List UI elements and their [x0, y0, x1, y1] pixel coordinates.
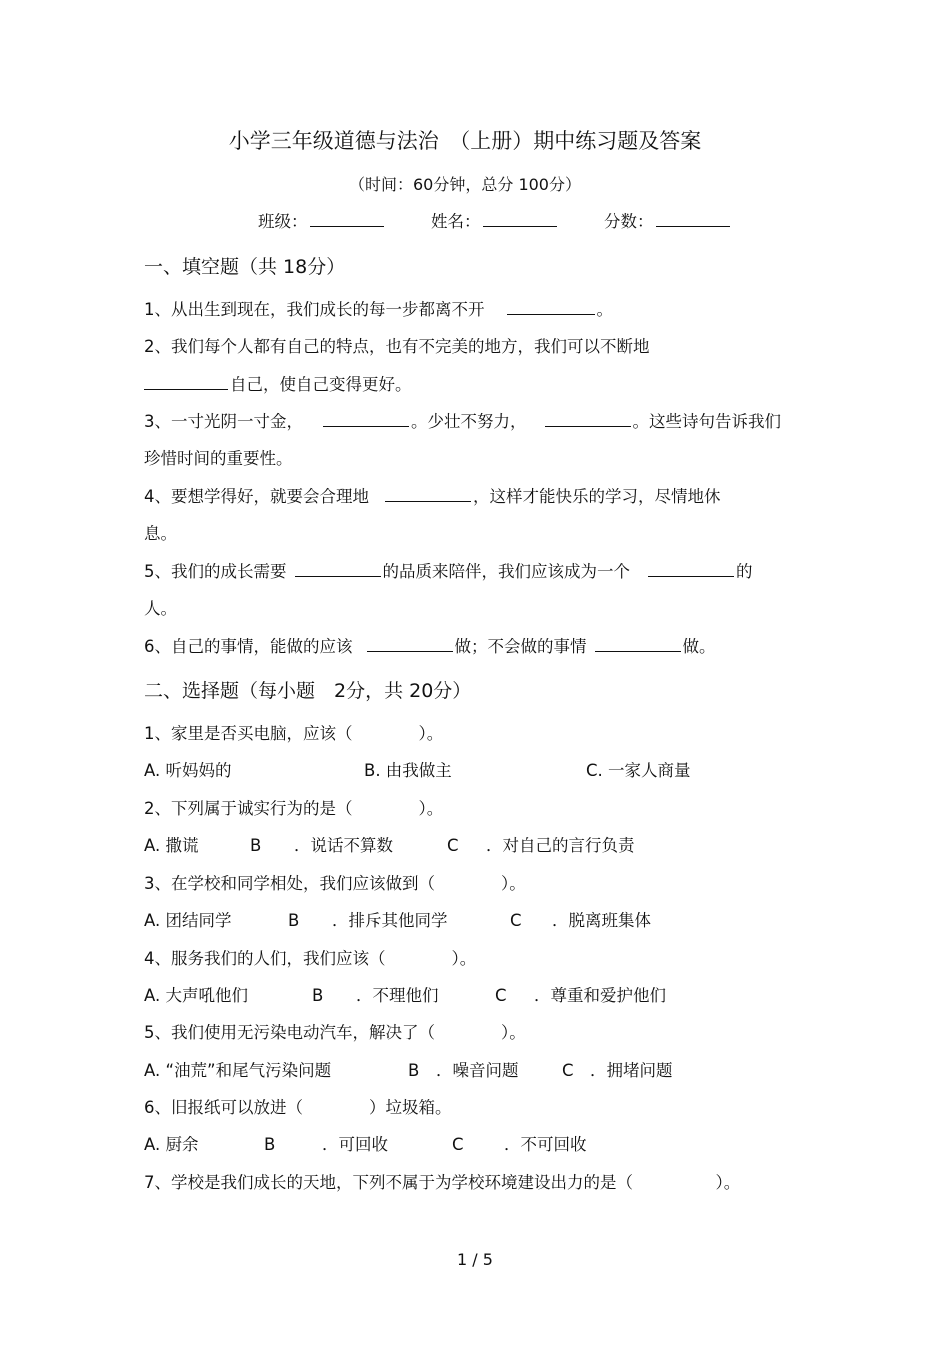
q3-mid: 。少壮不努力，: [411, 412, 527, 431]
q2-option-b-letter: B: [250, 836, 262, 855]
q6-text: 6、自己的事情，能做的应该: [144, 637, 353, 656]
fill-question-2-cont: [144, 377, 412, 394]
q6-end: 做。: [682, 637, 716, 656]
class-label: 班级：: [258, 212, 308, 231]
q4-option-a: A. 大声吼他们: [144, 986, 248, 1005]
choice-question-3: 3、在学校和同学相处，我们应该做到（ ）。: [144, 874, 526, 893]
q2-option-b: ．说话不算数: [294, 836, 393, 855]
q3-blank-2: [545, 425, 631, 427]
choice-question-7: 7、学校是我们成长的天地，下列不属于为学校环境建设出力的是（ ）。: [144, 1173, 741, 1192]
q1-option-a: A. 听妈妈的: [144, 761, 232, 780]
name-label: 姓名：: [431, 212, 481, 231]
q4-option-b-letter: B: [312, 986, 324, 1005]
fill-question-5: [144, 564, 753, 581]
q5-blank-1: [295, 575, 381, 577]
q3-option-a: A. 团结同学: [144, 911, 232, 930]
q4-text: 4、要想学得好，就要会合理地: [144, 487, 369, 506]
fill-question-6: [144, 639, 716, 656]
page-title: 小学三年级道德与法治 （上册）期中练习题及答案: [228, 129, 702, 153]
fill-question-3: [144, 414, 781, 431]
choice-question-5: 5、我们使用无污染电动汽车，解决了（ ）。: [144, 1023, 526, 1042]
q5-option-c-letter: C: [562, 1061, 574, 1080]
q4-mid: ，这样才能快乐的学习，尽情地休: [473, 487, 721, 506]
q3-option-b-letter: B: [288, 911, 300, 930]
fill-question-3-cont: 珍惜时间的重要性。: [144, 449, 293, 468]
choice-question-1: 1、家里是否买电脑，应该（ ）。: [144, 724, 444, 743]
q5-blank-2: [648, 575, 734, 577]
score-field: [604, 214, 732, 231]
q5-option-b-letter: B: [408, 1061, 420, 1080]
exam-subtitle: （时间：60分钟，总分 100分）: [349, 175, 581, 194]
q6-option-a: A. 厨余: [144, 1135, 199, 1154]
fill-question-4-cont: 息。: [144, 524, 177, 543]
q1-end: 。: [596, 300, 613, 319]
q5-mid: 的品质来陪伴，我们应该成为一个: [382, 562, 630, 581]
score-label: 分数：: [604, 212, 654, 231]
class-field: [258, 214, 386, 231]
q5-end: 的: [736, 562, 753, 581]
name-blank: [483, 225, 557, 227]
q6-blank-2: [595, 650, 681, 652]
q5-option-b: ．噪音问题: [436, 1061, 519, 1080]
q6-blank-1: [367, 650, 453, 652]
fill-question-5-cont: 人。: [144, 599, 177, 618]
q4-option-c: ．尊重和爱护他们: [534, 986, 666, 1005]
q2-option-a: A. 撒谎: [144, 836, 199, 855]
fill-question-1: [144, 302, 613, 319]
choice-question-4: 4、服务我们的人们，我们应该（ ）。: [144, 949, 477, 968]
class-blank: [310, 225, 384, 227]
q3-end: 。这些诗句告诉我们: [632, 412, 781, 431]
q3-text: 3、一寸光阴一寸金，: [144, 412, 303, 431]
q6-mid: 做；不会做的事情: [454, 637, 587, 656]
choice-question-2: 2、下列属于诚实行为的是（ ）。: [144, 799, 444, 818]
q4-option-b: ．不理他们: [356, 986, 439, 1005]
fill-question-4: [144, 489, 721, 506]
name-field: [431, 214, 559, 231]
q3-option-c: ．脱离班集体: [552, 911, 651, 930]
q5-option-a: A. “油荒”和尾气污染问题: [144, 1061, 332, 1080]
q4-option-c-letter: C: [495, 986, 507, 1005]
score-blank: [656, 225, 730, 227]
q1-text: 1、从出生到现在，我们成长的每一步都离不开: [144, 300, 485, 319]
page-number: 1 / 5: [457, 1250, 493, 1269]
q2-option-c-letter: C: [447, 836, 459, 855]
q5-text: 5、我们的成长需要: [144, 562, 287, 581]
q6-option-c-letter: C: [452, 1135, 464, 1154]
q1-option-b: B. 由我做主: [364, 761, 452, 780]
q5-option-c: ．拥堵问题: [590, 1061, 673, 1080]
choice-question-6: 6、旧报纸可以放进（ ）垃圾箱。: [144, 1098, 452, 1117]
fill-question-2: 2、我们每个人都有自己的特点，也有不完美的地方，我们可以不断地: [144, 337, 650, 356]
section-heading-choice: 二、选择题（每小题 2分，共 20分）: [144, 680, 472, 702]
q3-blank-1: [323, 425, 409, 427]
q4-blank: [385, 500, 471, 502]
q3-option-c-letter: C: [510, 911, 522, 930]
q2-option-c: ．对自己的言行负责: [486, 836, 635, 855]
q2-end: 自己，使自己变得更好。: [230, 375, 412, 394]
q6-option-c: ．不可回收: [504, 1135, 587, 1154]
q3-option-b: ．排斥其他同学: [332, 911, 448, 930]
q6-option-b-letter: B: [264, 1135, 276, 1154]
q2-blank: [144, 388, 228, 390]
q1-option-c: C. 一家人商量: [586, 761, 691, 780]
q1-blank: [507, 313, 595, 315]
section-heading-fill-blank: 一、填空题（共 18分）: [144, 256, 346, 278]
q6-option-b: ．可回收: [322, 1135, 388, 1154]
